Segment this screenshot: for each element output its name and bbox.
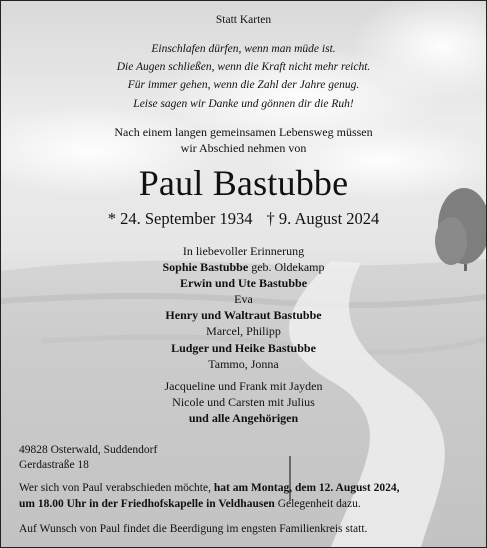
note-text: Gelegenheit dazu. xyxy=(274,498,361,510)
funeral-note: Auf Wunsch von Paul findet die Beerdigung im engsten Familienkreis statt. xyxy=(19,523,368,535)
family-line: Henry und Waltraut Bastubbe xyxy=(165,308,322,323)
intro-line: Nach einem langen gemeinsamen Lebensweg müssen xyxy=(114,125,373,139)
family-line: Marcel, Philipp xyxy=(206,324,281,339)
poem-line: Für immer gehen, wenn die Zahl der Jahre genug. xyxy=(127,79,360,92)
farewell-note xyxy=(19,480,474,512)
note-date: hat am Montag, dem 12. August 2024, xyxy=(213,482,400,494)
intro-text xyxy=(1,124,486,156)
intro-line: wir Abschied nehmen von xyxy=(180,141,307,155)
family-line: und alle Angehörigen xyxy=(188,410,299,425)
address-city: 49828 Osterwald, Suddendorf xyxy=(19,444,158,456)
life-dates xyxy=(1,209,486,229)
family-line: Eva xyxy=(234,292,253,307)
address xyxy=(19,443,157,474)
family-line: In liebevoller Erinnerung xyxy=(182,244,305,258)
note-text: Wer sich von Paul verabschieden möchte, xyxy=(19,482,214,494)
birth-date: * 24. September 1934 xyxy=(107,209,253,228)
family-list xyxy=(1,243,486,426)
poem-line: Die Augen schließen, wenn die Kraft nicht mehr reicht. xyxy=(116,61,371,74)
family-line: Erwin und Ute Bastubbe xyxy=(179,276,308,291)
family-line: Jacqueline und Frank mit Jayden xyxy=(164,378,323,393)
poem-line: Leise sagen wir Danke und gönnen dir die Ruh! xyxy=(133,97,354,110)
poem xyxy=(1,40,486,113)
poem-line: Einschlafen dürfen, wenn man müde ist. xyxy=(151,43,336,55)
note-time-place: um 18.00 Uhr in der Friedhofskapelle in Veldhausen xyxy=(19,498,275,510)
family-line xyxy=(1,259,486,275)
family-name: Sophie Bastubbe xyxy=(162,260,249,275)
header-text: Statt Karten xyxy=(215,14,272,26)
family-line: Tammo, Jonna xyxy=(208,356,279,371)
address-street: Gerdastraße 18 xyxy=(19,459,89,472)
family-suffix: geb. Oldekamp xyxy=(248,260,325,275)
family-line: Nicole und Carsten mit Julius xyxy=(172,394,315,409)
death-date: † 9. August 2024 xyxy=(266,209,380,228)
deceased-name: Paul Bastubbe xyxy=(138,163,349,203)
family-line: Ludger und Heike Bastubbe xyxy=(171,340,316,355)
